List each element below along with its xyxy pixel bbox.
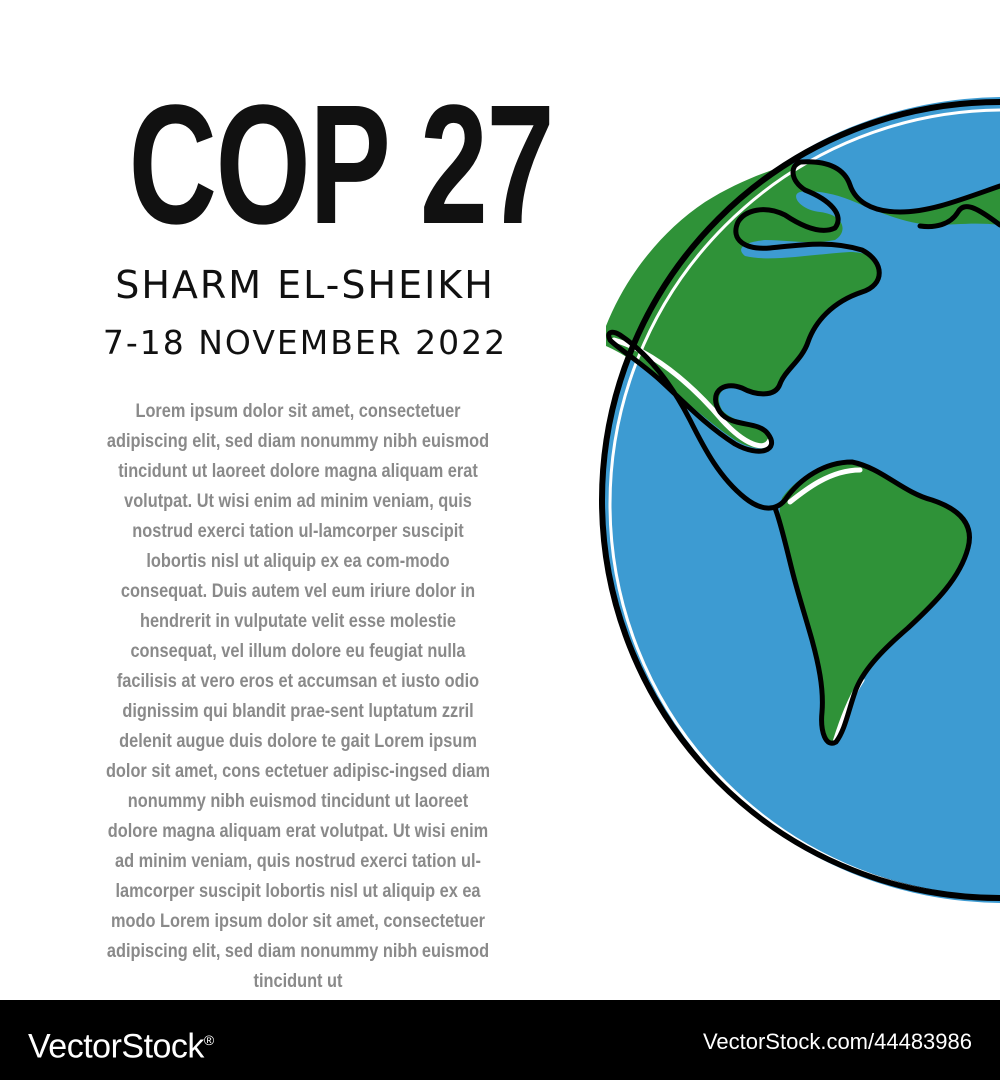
event-title: COP 27 (128, 70, 554, 260)
event-location: SHARM EL-SHEIKH (115, 263, 495, 307)
watermark-footer (0, 1000, 1000, 1080)
event-dates: 7-18 NOVEMBER 2022 (102, 323, 508, 362)
placeholder-body-text: Lorem ipsum dolor sit amet, consectetuer adipiscing elit, sed diam nonummy nibh euismod tincidunt ut laoreet dolore magna aliquam erat volutpat. Ut wisi enim ad minim veniam, quis nostrud exerci tation ul-lamcorper suscipit lobortis nisl ut aliquip ex ea com-modo consequat. Duis autem vel eum iriure dolor in hendrerit in vulputate velit esse molestie consequat, vel illum dolore eu feugiat nulla facilisis at vero eros et accumsan et iusto odio dignissim qui blandit prae-sent luptatum zzril delenit augue duis dolore te gait Lorem ipsum dolor sit amet, cons ectetuer adipisc-ingsed diam nonummy nibh euismod tincidunt ut laoreet dolore magna aliquam erat volutpat. Ut wisi enim ad minim veniam, quis nostrud exerci tation ul-lamcorper suscipit lobortis nisl ut aliquip ex ea modo Lorem ipsum dolor sit amet, consectetuer adipiscing elit, sed diam nonummy nibh euismod tincidunt ut (105, 401, 491, 992)
registered-mark: ® (203, 1032, 214, 1048)
brand-name: VectorStock (28, 1027, 204, 1066)
image-id-label: VectorStock.com/44483986 (702, 1029, 972, 1054)
vectorstock-logo (28, 1020, 214, 1066)
